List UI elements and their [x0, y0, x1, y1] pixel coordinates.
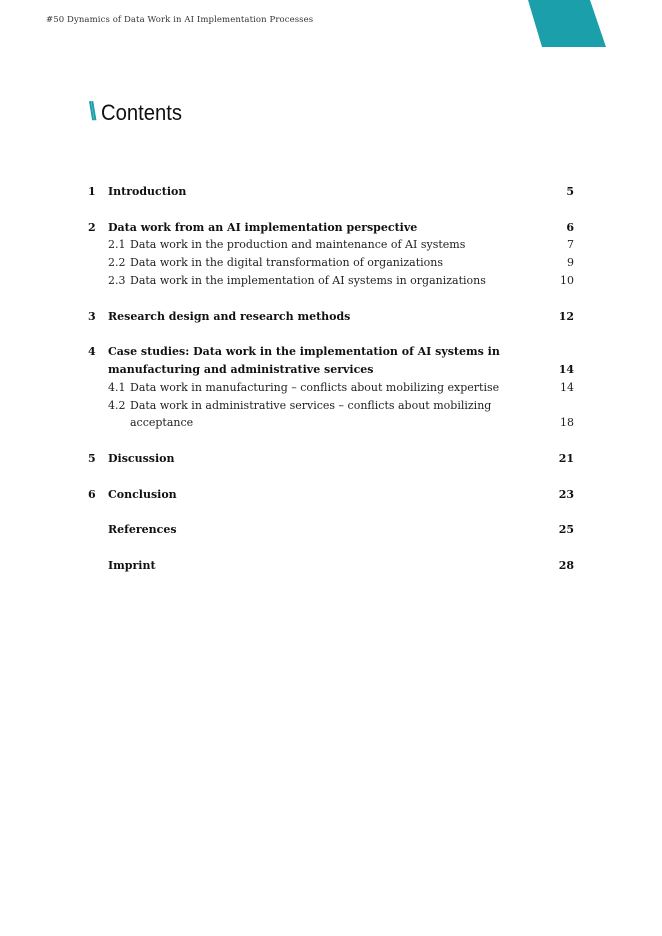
toc-page: 9	[567, 256, 574, 270]
table-of-contents	[88, 183, 574, 575]
toc-entry-case-studies[interactable]	[88, 343, 574, 379]
toc-title: Data work from an AI implementation perspective	[108, 220, 418, 234]
toc-page: 23	[558, 487, 574, 501]
heading-slash-icon: \\	[86, 96, 95, 126]
toc-number: 2	[88, 220, 96, 234]
toc-page: 6	[566, 220, 574, 234]
page-title: Contents	[101, 100, 183, 125]
toc-number: 2.2	[108, 256, 126, 270]
toc-entry-4-2[interactable]	[88, 397, 574, 433]
toc-page: 25	[558, 523, 574, 537]
toc-title: Data work in manufacturing – conflicts about mobilizing expertise	[130, 380, 500, 394]
toc-entry-introduction[interactable]	[88, 183, 574, 201]
toc-entry-conclusion[interactable]	[88, 486, 574, 504]
toc-number: 4	[88, 345, 96, 359]
toc-title: Data work in administrative services – conflicts about mobilizing acceptance	[130, 398, 492, 430]
toc-page: 18	[560, 416, 574, 430]
toc-page: 10	[560, 273, 574, 287]
toc-entry-4-1[interactable]	[88, 379, 574, 397]
corner-accent-shape	[528, 0, 606, 47]
page-heading	[86, 96, 190, 126]
toc-title: Data work in the production and maintenance of AI systems	[130, 238, 466, 252]
toc-number: 6	[88, 487, 96, 501]
toc-page: 14	[558, 362, 574, 376]
toc-entry-references[interactable]	[88, 521, 574, 539]
toc-number: 1	[88, 185, 96, 198]
toc-entry-2-2[interactable]	[88, 254, 574, 272]
toc-title: Conclusion	[108, 487, 177, 501]
toc-title: Research design and research methods	[108, 309, 351, 323]
toc-number: 2.3	[108, 273, 126, 287]
toc-number: 4.1	[108, 380, 126, 394]
toc-number: 5	[88, 451, 96, 465]
toc-entry-data-work-perspective[interactable]	[88, 219, 574, 237]
toc-page: 14	[560, 380, 574, 394]
toc-page: 12	[558, 309, 574, 323]
toc-title: Imprint	[108, 558, 156, 572]
toc-number: 3	[88, 309, 96, 323]
toc-page: 5	[566, 185, 574, 198]
toc-title: Data work in the digital transformation of organizations	[130, 256, 444, 270]
toc-title: Introduction	[108, 185, 187, 198]
toc-entry-discussion[interactable]	[88, 450, 574, 468]
toc-page: 7	[567, 238, 574, 252]
toc-entry-2-1[interactable]	[88, 236, 574, 254]
toc-title: Data work in the implementation of AI systems in organizations	[130, 273, 486, 287]
toc-page: 21	[558, 451, 574, 465]
toc-number: 4.2	[108, 398, 126, 412]
toc-page: 28	[558, 558, 574, 572]
running-header: #50 Dynamics of Data Work in AI Implementation Processes	[46, 15, 314, 25]
toc-entry-imprint[interactable]	[88, 557, 574, 575]
toc-entry-2-3[interactable]	[88, 272, 574, 290]
toc-number: 2.1	[108, 238, 126, 252]
toc-title: Discussion	[108, 451, 175, 465]
toc-title: Case studies: Data work in the implementation of AI systems in manufacturing and administrative services	[108, 345, 500, 376]
toc-title: References	[108, 523, 177, 537]
toc-entry-research-design[interactable]	[88, 308, 574, 326]
